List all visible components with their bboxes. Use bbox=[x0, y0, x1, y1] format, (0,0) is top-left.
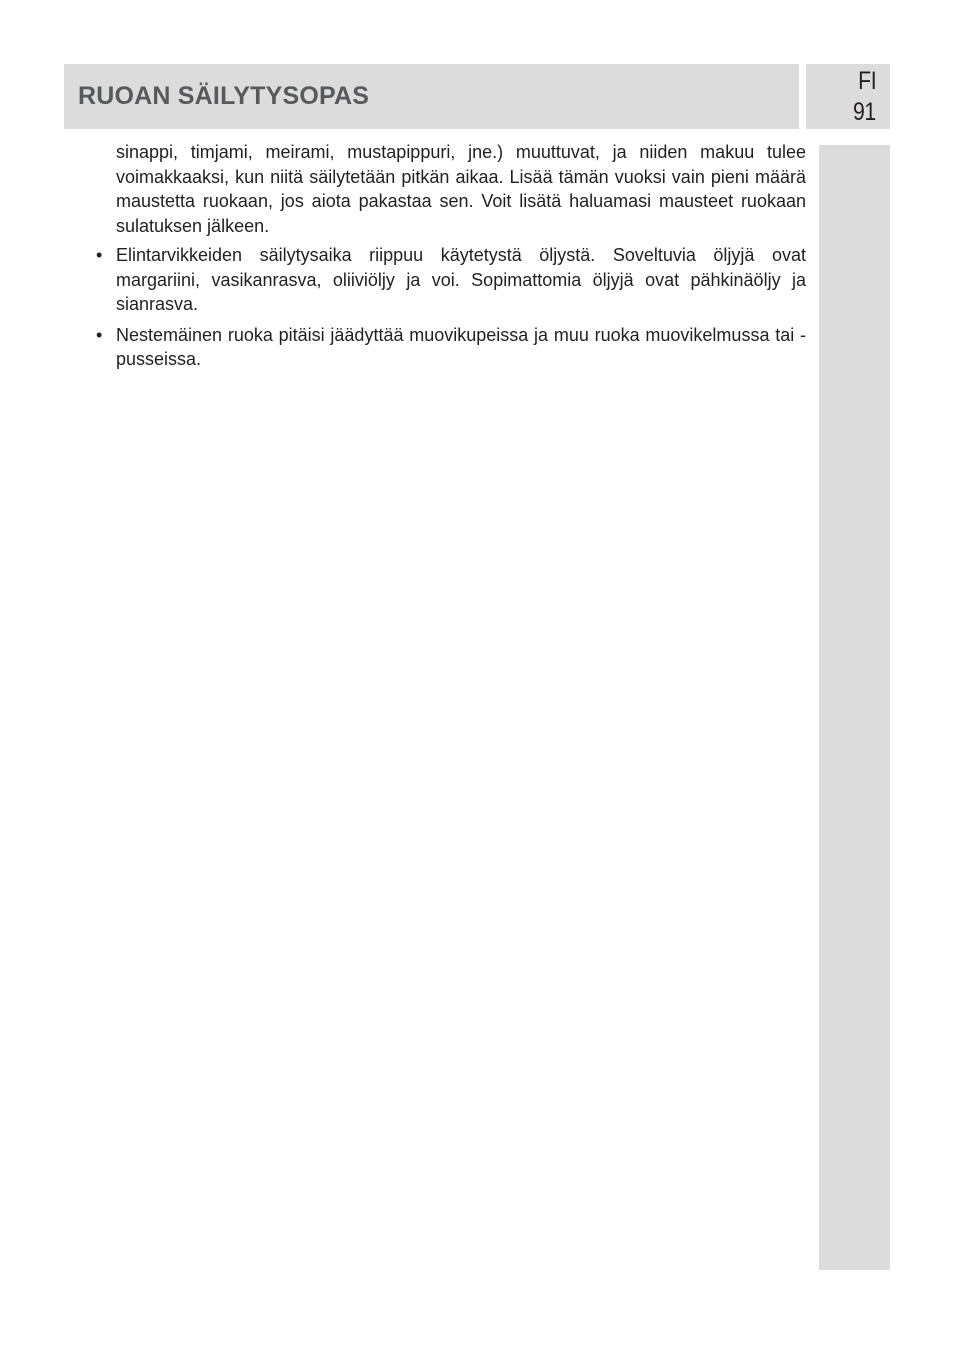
list-item-text: Elintarvikkeiden säilytysaika riippuu käytetystä öljystä. Soveltuvia öljyjä ovat margariini, vasikanrasva, oliiviöljy ja voi. Sopimattomia öljyjä ovat pähkinäöljy ja sianrasva. bbox=[116, 245, 806, 314]
section-title: RUOAN SÄILYTYSOPAS bbox=[78, 82, 370, 110]
section-header-bar bbox=[64, 64, 799, 129]
language-code: FI bbox=[857, 67, 876, 95]
list-item bbox=[96, 323, 806, 372]
side-margin-strip bbox=[819, 145, 890, 1270]
page-number: 91 bbox=[853, 98, 876, 126]
body-content bbox=[96, 140, 806, 378]
list-item bbox=[96, 243, 806, 317]
bullet-icon: • bbox=[96, 245, 103, 265]
list-item-text: Nestemäinen ruoka pitäisi jäädyttää muovikupeissa ja muu ruoka muovikelmussa tai -pusseissa. bbox=[116, 324, 806, 369]
bullet-icon: • bbox=[96, 324, 103, 345]
page-tab bbox=[806, 64, 890, 129]
continuation-paragraph: sinappi, timjami, meirami, mustapippuri, jne.) muuttuvat, ja niiden makuu tulee voimakkaaksi, kun niitä säilytetään pitkän aikaa. Lisää tämän vuoksi vain pieni määrä maustetta ruokaan, jos aiota pakastaa sen. Voit lisätä haluamasi mausteet ruokaan sulatuksen jälkeen. bbox=[116, 142, 806, 236]
